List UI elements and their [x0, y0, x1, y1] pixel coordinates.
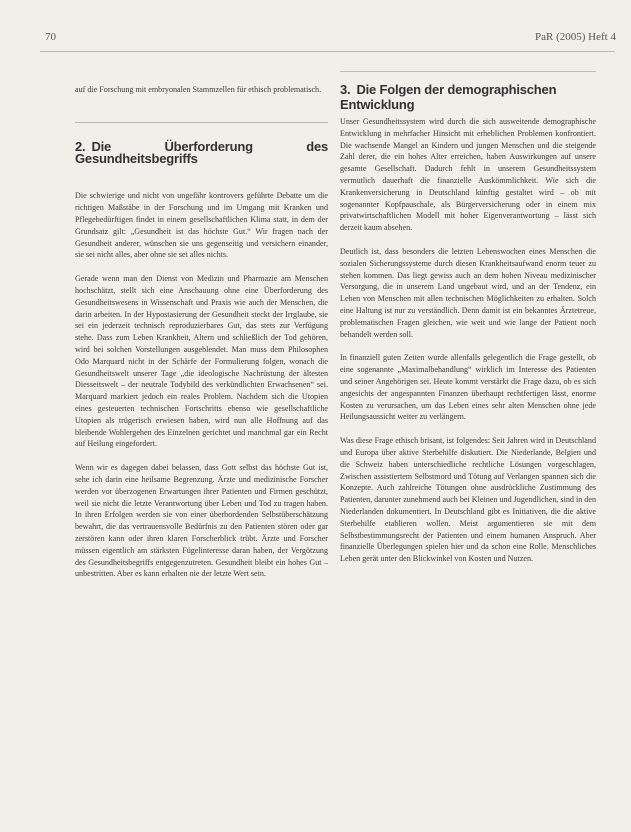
left-column: [75, 84, 328, 580]
section-2-number: 2.: [75, 138, 86, 154]
section-3-number: 3.: [340, 82, 351, 97]
section-3-title: Die Folgen der demographischen Entwicklung: [340, 82, 557, 112]
section-2-heading: [75, 122, 328, 165]
journal-reference: PaR (2005) Heft 4: [535, 31, 616, 43]
body-paragraph: Die schwierige und nicht von ungefähr kontrovers geführte Debatte um die richtigen Maßstäbe in der Forschung und im Umgang mit Kranken und Pflegebedürftigen findet in einem gesellschaftlichen Klima statt, in dem der Grundsatz gilt: „Gesundheit ist das höchste Gut.“ Wir fragen nach der Gesundheit anderer, wünschen sie uns gegenseitig und versichern einander, sie sei nicht alles, aber ohne sie sei alles nichts.: [75, 191, 328, 260]
section-3-heading: [340, 71, 596, 112]
header-rule: [40, 51, 615, 52]
body-paragraph: Was diese Frage ethisch brisant, ist folgendes: Seit Jahren wird in Deutschland und Europa über aktive Sterbehilfe diskutiert. Die Niederlande, Belgien und die Schweiz haben unterschiedliche rechtliche Lösungen vorgeschlagen, Zwischen assistiertem Selbstmord und Tötung auf Verlangen spannen sich die Konzepte. Auch zahlreiche Tötungen ohne ausdrückliche Zustimmung des Patienten, darunter zunehmend auch bei Kleinen und Jugendlichen, sind in den Niederlanden dokumentiert. In Deutschland gibt es Initiativen, die die aktive Sterbehilfe etablieren wollen. Meist argumentieren sie mit dem Selbstbestimmungsrecht der Patienten und einem humanen Anspruch. Aber finanzielle Überlegungen spielen hier und da schon eine Rolle. Menschliches Leben gerät unter den Blickwinkel von Kosten und Nutzen.: [340, 436, 596, 564]
body-paragraph: Unser Gesundheitssystem wird durch die sich ausweitende demographische Entwicklung in mehrfacher Hinsicht mit erheblichen Problemen konfrontiert. Die wachsende Mangel an Kindern und jungen Menschen und die steigende Zahl derer, die ein hohes Alter erreichen, haben Auswirkungen auf unsere gesamte Gesellschaft. Dadurch fehlt in unserem Gesundheitssystem vermutlich dauerhaft die finanzielle Auskömmlichkeit. Wie sich die Krankenversicherung in Deutschland künftig gestaltet wird – ob mit sogenannter Kopfpauschale, als Bürgerversicherung oder in einem mix privatwirtschaftlichen Modell mit hoher Eigenverantwortung – lässt sich derzeit kaum absehen.: [340, 117, 596, 233]
body-paragraph: In finanziell guten Zeiten wurde allenfalls gelegentlich die Frage gestellt, ob eine sogenannte „Maximalbehandlung“ wirklich im Interesse des Patienten und seiner Angehörigen sei. Heute kommt verstärkt die Frage dazu, ob es sich angesichts der angespannten Finanzen überhaupt rechtfertigen lässt, enorme Kosten zu verursachen, um das Leben eines sehr alten Menschen ohne jede Heilungsaussicht weiter zu verlängern.: [340, 353, 596, 422]
right-column: [340, 116, 596, 565]
page-number: 70: [45, 31, 56, 43]
body-paragraph: Wenn wir es dagegen dabei belassen, dass Gott selbst das höchste Gut ist, sehe ich darin eine heilsame Begrenzung. Ärzte und medizinische Forscher werden vor überzogenen Erwartungen ihrer Patienten und Firmen geschützt, weil sie nicht die letzte Verantwortung über Leben und Tod zu tragen haben. In ihren Erfolgen werden sie von einer überbordenden Selbstüberschätzung bewahrt, die das vertrauensvolle Bedürfnis zu den Patienten stören oder gar zerstören kann oder ihren klaren Forscherblick trübt. Ärzte und Forscher müssen eigentlich am stärksten Fügelinteresse daran haben, der Vergötzung des Gesundheitsbegriffs entgegenzutreten. Gesundheit bleibt ein hohes Gut – unbestritten. Aber es kann erhalten nie der letzte Wert sein.: [75, 463, 328, 579]
body-paragraph: Gerade wenn man den Dienst von Medizin und Pharmazie am Menschen hochschätzt, stellt sich eine Anschauung ohne eine Überforderung des Gesundheitswesens in Wissenschaft und Praxis wie auch der Menschen, die darin arbeiten. In der Hypostasierung der Gesundheit steckt der Irrglaube, sie sei ein jederzeit technisch reproduzierbares Gut, das stets zur Verfügung stehe. Dass zum Leben Krankheit, Altern und schließlich der Tod gehören, wird bei solchen Vorstellungen ausgeblendet. Man muss dem Philosophen Odo Marquard nicht in der Schärfe der Formulierung folgen, wonach die Gesundheitswelt unserer Tage „die ideologische Nachrüstung der ältesten Diesseitswelt – der neutrale Todybild des verkündlichten Erwachsenen“ sei. Marquard markiert jedoch ein reales Problem. Nachdem sich die Utopien eines gesteuerten technischen Fortschritts ebenso wie gesellschaftliche Utopien als trügerisch erwiesen haben, wird nun alle Hoffnung auf das bleibende Wohlergehen des Einzelnen gerichtet und manchmal gar ein Recht auf Heilung eingefordert.: [75, 274, 328, 449]
intro-paragraph: auf die Forschung mit embryonalen Stammzellen für ethisch problematisch.: [75, 85, 322, 94]
section-2-title: Die Überforderung des Gesundheitsbegriffs: [75, 138, 328, 166]
body-paragraph: Deutlich ist, dass besonders die letzten Lebenswochen eines Menschen die sozialen Sicherungssysteme durch diesen Krankheitsaufwand enorm teuer zu stehen kommen. Das liegt gewiss auch an dem hohen Niveau medizinischer Versorgung, die in unserem Land ungebaut wird, und an der Tendenz, ein Leben von Menschen mit allen technischen Möglichkeiten zu erhalten. Solch eine Haltung ist nur zu verständlich. Denn damit ist ein bekanntes Ärztetreue, problematischen Fragen gleichen, wie weit und wie lange der Patient noch behandelt werden soll.: [340, 246, 596, 339]
